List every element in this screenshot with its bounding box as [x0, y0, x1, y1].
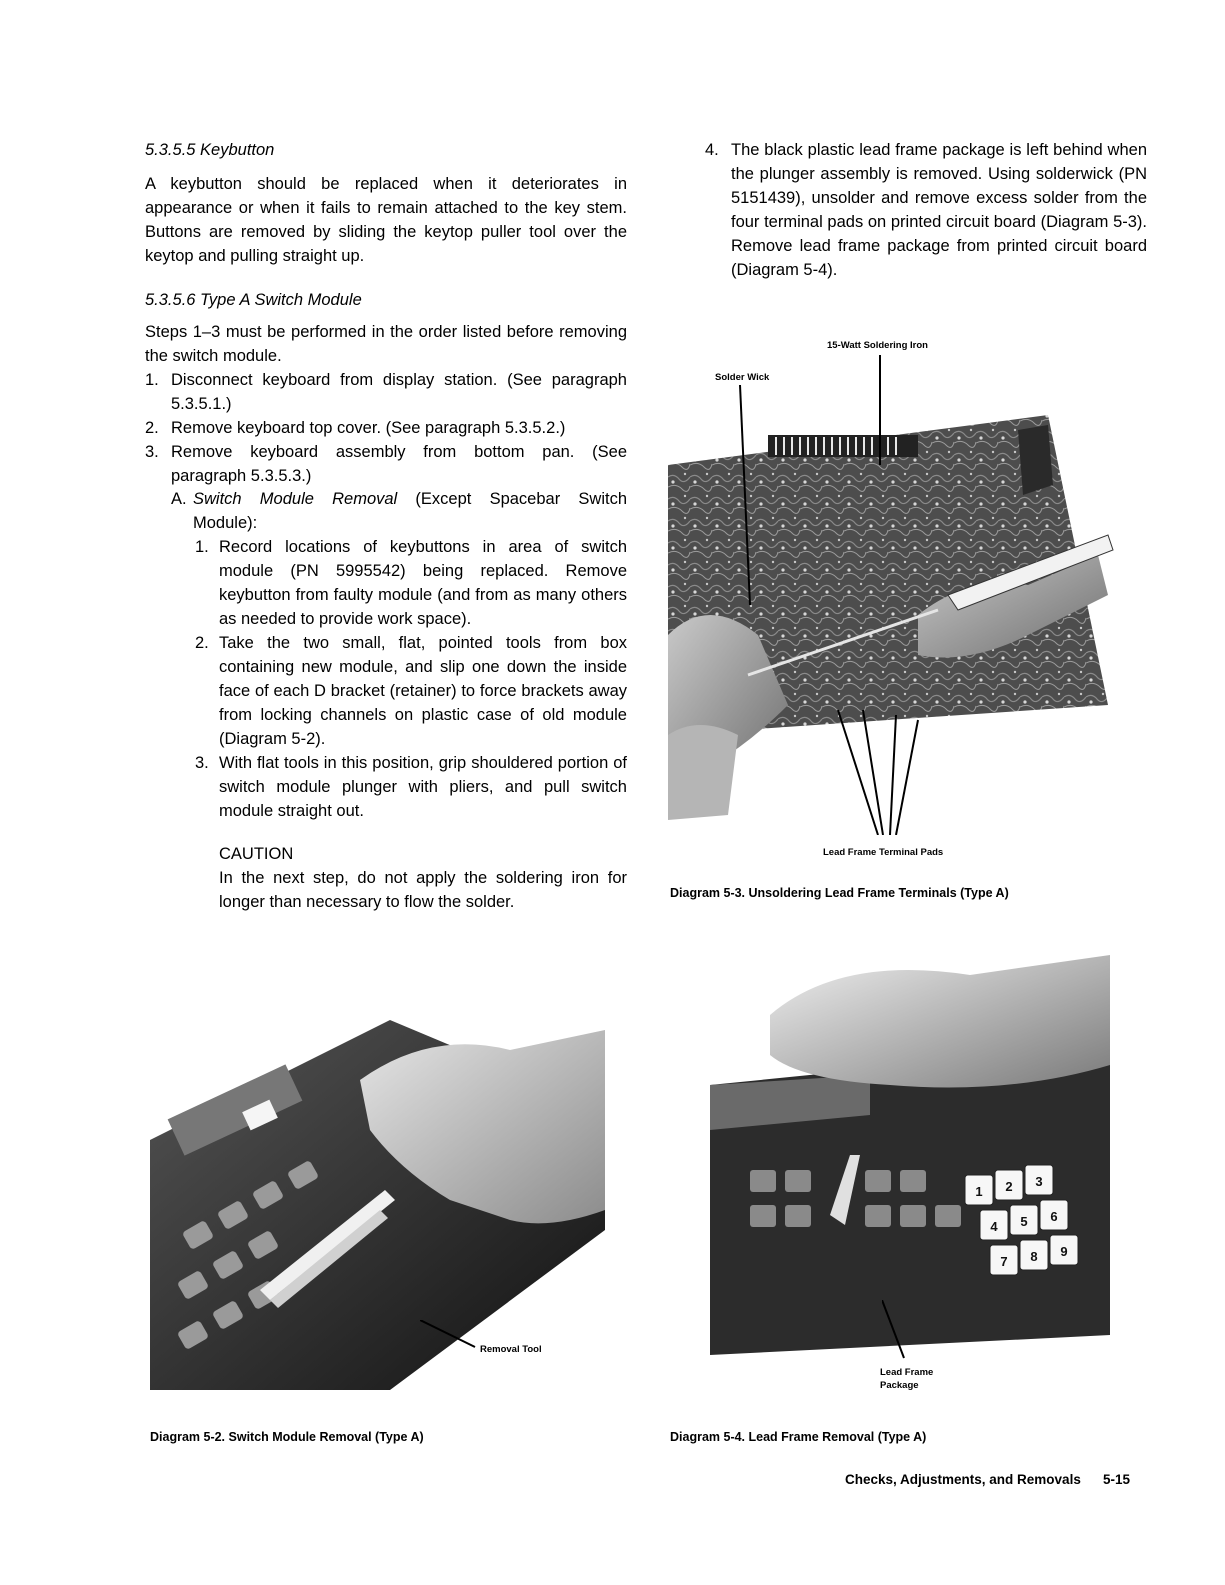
list-item: 3. Remove keyboard assembly from bottom pan. (See paragraph 5.3.5.3.) — [145, 443, 627, 485]
steps-list — [145, 368, 627, 488]
paragraph-steps-intro: Steps 1–3 must be performed in the order listed before removing the switch module. — [145, 323, 627, 365]
keycap-9: 9 — [1060, 1244, 1068, 1259]
heading-switch-module: 5.3.5.6 Type A Switch Module — [145, 291, 362, 309]
sub-a-title: Switch Module Removal — [193, 490, 398, 508]
keycap-5: 5 — [1020, 1214, 1028, 1229]
diagram-5-4-photo — [690, 955, 1110, 1355]
caption-diagram-5-3: Diagram 5-3. Unsoldering Lead Frame Terminals (Type A) — [670, 886, 1009, 900]
list-item: 3. With flat tools in this position, grip shouldered portion of switch module plunger with pliers, and pull switch module straight out. — [195, 754, 627, 820]
label-lead-frame-terminal-pads: Lead Frame Terminal Pads — [823, 847, 944, 858]
label-package: Package — [880, 1380, 919, 1391]
sub-steps-list — [195, 535, 627, 823]
heading-keybutton: 5.3.5.5 Keybutton — [145, 141, 275, 159]
diagram-5-2-photo — [150, 970, 605, 1390]
label-lead-frame: Lead Frame — [880, 1367, 934, 1378]
keycap-1: 1 — [975, 1184, 983, 1199]
keycap-3: 3 — [1035, 1174, 1043, 1189]
step-4: 4. The black plastic lead frame package is left behind when the plunger assembly is removed. Using solderwick (PN 5151439), unsolder and remove excess solder from the four terminal pads on printed circuit board (Diagram 5-3). Remove lead frame package from printed circuit board (Diagram 5-4). — [705, 141, 1147, 279]
sub-a-rest: (Except Spacebar Switch Module): — [193, 490, 628, 532]
label-solder-wick: Solder Wick — [715, 372, 770, 383]
footer-section-title: Checks, Adjustments, and Removals — [845, 1472, 1081, 1487]
keycap-2: 2 — [1005, 1179, 1013, 1194]
footer-page-number: 5-15 — [1103, 1472, 1131, 1487]
paragraph-keybutton: A keybutton should be replaced when it deteriorates in appearance or when it fails to remain attached to the key stem. Buttons are removed by sliding the keytop puller tool over the keytop and pulling straight up. — [145, 175, 627, 265]
caption-diagram-5-2: Diagram 5-2. Switch Module Removal (Type A) — [150, 1430, 424, 1444]
keycap-7: 7 — [1000, 1254, 1008, 1269]
caution-title: CAUTION — [219, 845, 294, 863]
diagram-5-3-leaders — [668, 355, 1128, 835]
list-item: 2. Take the two small, flat, pointed tools from box containing new module, and slip one down the inside face of each D bracket (retainer) to force brackets away from locking channels on plastic case of old module (Diagram 5-2). — [195, 634, 627, 748]
sub-section-a — [171, 487, 627, 535]
caution-text: In the next step, do not apply the soldering iron for longer than necessary to flow the solder. — [219, 869, 627, 911]
diagram-5-4-leader — [882, 1300, 922, 1360]
label-removal-tool: Removal Tool — [480, 1344, 542, 1355]
keycap-8: 8 — [1030, 1249, 1038, 1264]
keycap-4: 4 — [990, 1219, 998, 1234]
keycap-6: 6 — [1050, 1209, 1058, 1224]
list-item: 1. Disconnect keyboard from display station. (See paragraph 5.3.5.1.) — [145, 371, 627, 413]
label-soldering-iron: 15-Watt Soldering Iron — [827, 340, 928, 351]
caption-diagram-5-4: Diagram 5-4. Lead Frame Removal (Type A) — [670, 1430, 927, 1444]
diagram-5-2-leader — [420, 1320, 480, 1350]
sub-a-label: A. — [171, 490, 187, 508]
list-item: 2. Remove keyboard top cover. (See paragraph 5.3.5.2.) — [145, 419, 566, 437]
list-item: 1. Record locations of keybuttons in area of switch module (PN 5995542) being replaced. Remove keybutton from faulty module (and from as many others as needed to provide work space). — [195, 538, 627, 628]
